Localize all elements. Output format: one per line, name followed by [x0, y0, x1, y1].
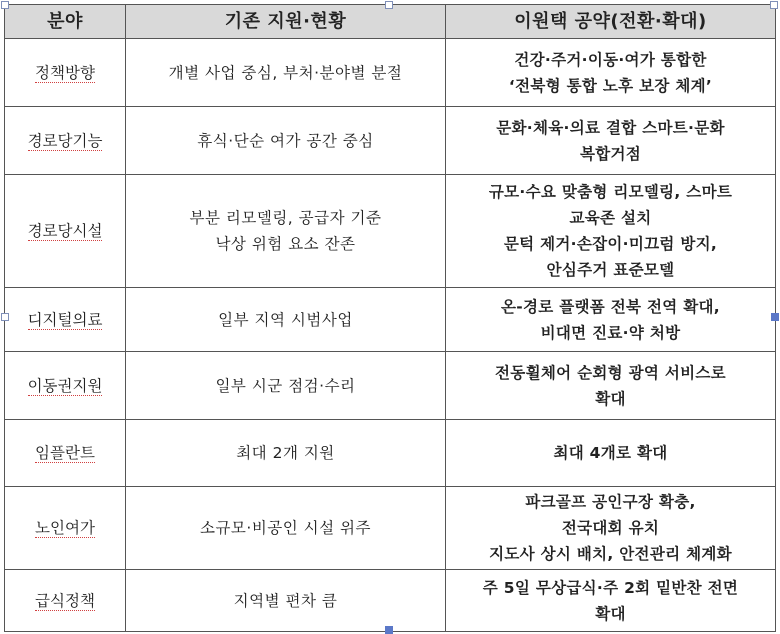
table-row	[5, 175, 776, 288]
current-line: 최대 2개 지원	[236, 444, 335, 462]
resize-handle-left-middle[interactable]	[1, 313, 9, 321]
plan-line: 복합거점	[579, 144, 642, 163]
plan-line: 확대	[595, 604, 626, 623]
category-cell	[5, 352, 126, 420]
current-line: 부분 리모델링, 공급자 기준	[189, 209, 382, 227]
current-line: 소규모·비공인 시설 위주	[199, 519, 371, 537]
plan-line: 지도사 상시 배치, 안전관리 체계화	[489, 545, 732, 563]
current-line: 개별 사업 중심, 부처·분야별 분절	[168, 63, 403, 82]
table-row	[5, 487, 776, 570]
table-row	[5, 107, 776, 175]
resize-handle-top-center[interactable]	[385, 1, 393, 9]
current-cell	[126, 420, 446, 487]
current-cell	[126, 39, 446, 107]
plan-line: 주 5일 무상급식·주 2회 밑반찬 전면	[482, 578, 739, 597]
category-label: 정책방향	[35, 63, 95, 82]
category-label: 이동권지원	[27, 376, 103, 395]
plan-line: 확대	[595, 389, 626, 408]
table-row	[5, 288, 776, 352]
category-cell	[5, 420, 126, 487]
plan-cell	[446, 39, 776, 107]
category-cell	[5, 107, 126, 175]
table-row	[5, 39, 776, 107]
current-cell	[126, 107, 446, 175]
current-line: 휴식·단순 여가 공간 중심	[197, 131, 374, 150]
table-row	[5, 352, 776, 420]
plan-line: 비대면 진료·약 처방	[540, 323, 681, 342]
category-label: 노인여가	[35, 519, 95, 537]
plan-cell	[446, 352, 776, 420]
category-cell	[5, 487, 126, 570]
plan-line: 건강·주거·이동·여가 통합한	[514, 50, 707, 69]
current-line: 일부 시군 점검·수리	[215, 376, 356, 395]
plan-cell	[446, 570, 776, 632]
plan-line: 온-경로 플랫폼 전북 전역 확대,	[501, 297, 720, 316]
current-line: 일부 지역 시범사업	[218, 310, 353, 329]
header-current: 기존 지원·현황	[126, 5, 446, 39]
table-header-row	[5, 5, 776, 39]
resize-handle-right-middle[interactable]	[771, 313, 779, 321]
category-label: 디지털의료	[27, 310, 103, 329]
category-cell	[5, 39, 126, 107]
current-cell	[126, 570, 446, 632]
plan-line: 전국대회 유치	[561, 519, 660, 537]
plan-line: 문화·체육·의료 결합 스마트·문화	[496, 118, 725, 137]
policy-comparison-table	[4, 4, 776, 632]
plan-line: 문턱 제거·손잡이·미끄럼 방지,	[503, 235, 718, 253]
current-cell	[126, 352, 446, 420]
plan-line: 전동휠체어 순회형 광역 서비스로	[495, 363, 726, 382]
category-cell	[5, 570, 126, 632]
category-label: 경로당기능	[27, 131, 103, 150]
current-cell	[126, 487, 446, 570]
resize-handle-top-left[interactable]	[1, 1, 9, 9]
plan-cell	[446, 420, 776, 487]
plan-line: 파크골프 공인구장 확충,	[525, 493, 696, 511]
table-row	[5, 420, 776, 487]
current-cell	[126, 175, 446, 288]
category-label: 경로당시설	[27, 222, 103, 240]
plan-cell	[446, 107, 776, 175]
category-cell	[5, 175, 126, 288]
policy-table-frame	[4, 4, 775, 630]
current-line: 낙상 위험 요소 잔존	[215, 235, 356, 253]
table-row	[5, 570, 776, 632]
category-label: 급식정책	[35, 591, 95, 610]
header-category: 분야	[5, 5, 126, 39]
plan-line: 규모·수요 맞춤형 리모델링, 스마트	[488, 183, 733, 201]
plan-line: ‘전북형 통합 노후 보장 체계’	[508, 76, 713, 95]
plan-line: 안심주거 표준모델	[546, 261, 675, 279]
plan-cell	[446, 175, 776, 288]
category-label: 임플란트	[35, 444, 95, 462]
plan-line: 교육존 설치	[569, 209, 652, 227]
header-plan: 이원택 공약(전환·확대)	[446, 5, 776, 39]
plan-cell	[446, 487, 776, 570]
plan-cell	[446, 288, 776, 352]
resize-handle-top-right[interactable]	[770, 1, 778, 9]
plan-line: 최대 4개로 확대	[553, 444, 668, 462]
current-line: 지역별 편차 큼	[233, 591, 338, 610]
current-cell	[126, 288, 446, 352]
category-cell	[5, 288, 126, 352]
resize-handle-bottom-center[interactable]	[385, 626, 393, 634]
